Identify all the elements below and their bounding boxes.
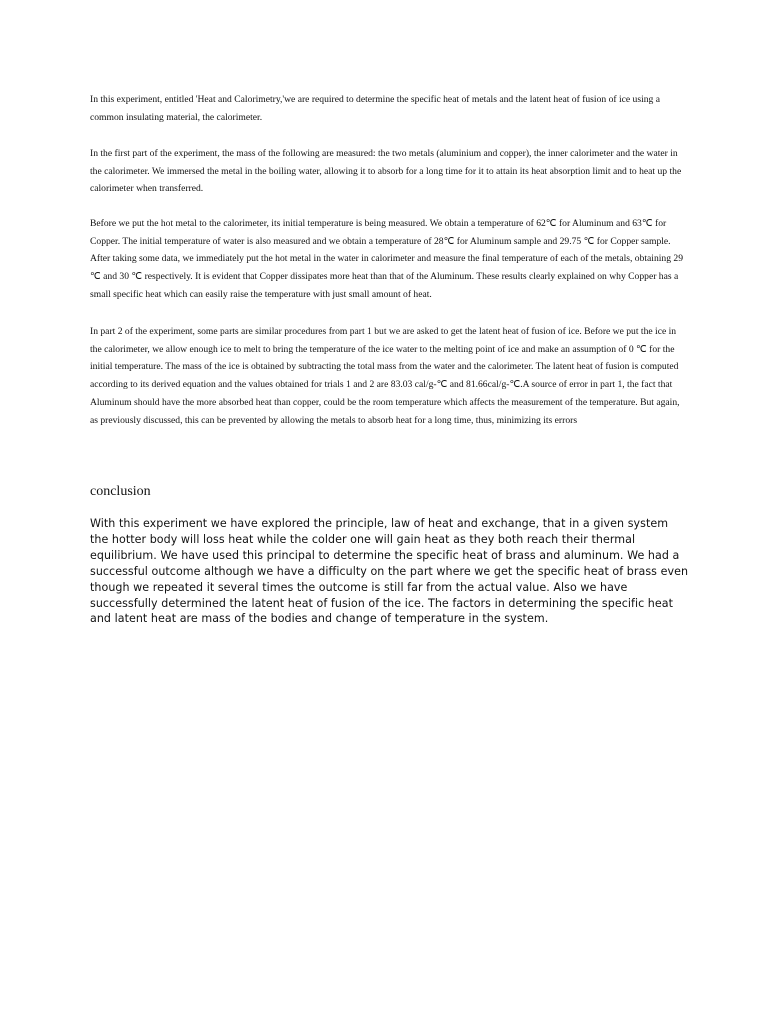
conclusion-paragraph: With this experiment we have explored the principle, law of heat and exchange, that in a given system the hotter body will loss heat while the colder one will gain heat as they both reach their thermal equilibrium. We have used this principal to determine the specific heat of brass and aluminum. We had a successful outcome although we have a difficulty on the part where we get the specific heat of brass even though we repeated it several times the outcome is still far from the actual value. Also we have successfully determined the latent heat of fusion of the ice. The factors in determining the specific heat and latent heat are mass of the bodies and change of temperature in the system.: [90, 517, 689, 626]
intro-paragraph: In this experiment, entitled 'Heat and Calorimetry,'we are required to determine the specific heat of metals and the latent heat of fusion of ice using a common insulating material, the calorimeter.: [90, 94, 660, 123]
conclusion-heading: conclusion: [90, 484, 151, 499]
temperature-results-paragraph: Before we put the hot metal to the calorimeter, its initial temperature is being measured. We obtain a temperature of 62℃ for Aluminum and 63℃ for Copper. The initial temperature of water is also measured and we obtain a temperature of 28℃ for Aluminum sample and 29.75 ℃ for Copper sample. After taking some data, we immediately put the hot metal in the water in calorimeter and measure the final temperature of each of the metals, obtaining 29 ℃ and 30 ℃ respectively. It is evident that Copper dissipates more heat than that of the Aluminum. These results clearly explained on why Copper has a small specific heat which can easily raise the temperature with just small amount of heat.: [90, 218, 683, 300]
part-one-paragraph: In the first part of the experiment, the mass of the following are measured: the two metals (aluminium and copper), the inner calorimeter and the water in the calorimeter. We immersed the metal in the boiling water, allowing it to absorb for a long time for it to attain its heat absorption limit and to heat up the calorimeter when transferred.: [90, 148, 682, 195]
part-two-paragraph: In part 2 of the experiment, some parts are similar procedures from part 1 but we are asked to get the latent heat of fusion of ice. Before we put the ice in the calorimeter, we allow enough ice to melt to bring the temperature of the ice water to the melting point of ice and make an assumption of 0 ℃ for the initial temperature. The mass of the ice is obtained by subtracting the total mass from the water and the calorimeter. The latent heat of fusion is computed according to its derived equation and the values obtained for trials 1 and 2 are 83.03 cal/g-℃ and 81.66cal/g-℃.A source of error in part 1, the fact that Aluminum should have the more absorbed heat than copper, could be the room temperature which affects the measurement of the temperature. But again, as previously discussed, this can be prevented by allowing the metals to absorb heat for a long time, thus, minimizing its errors: [90, 326, 680, 426]
